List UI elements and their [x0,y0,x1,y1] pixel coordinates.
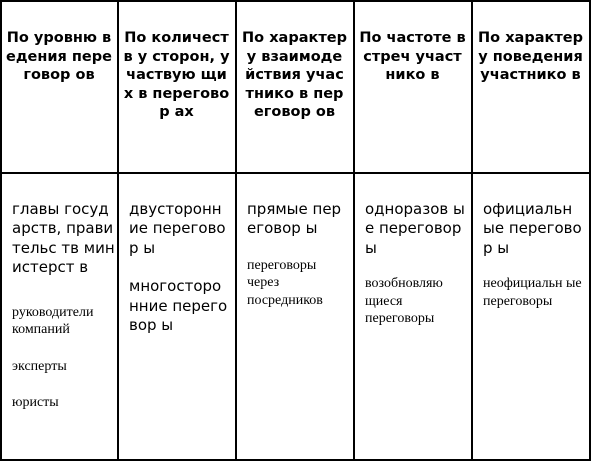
direct-negotiations-item: прямые переговор ы [247,200,342,238]
recurring-item: возобновляю щиеся переговоры [365,276,443,327]
bilateral-item: двусторонн ие переговор ы [129,200,226,257]
level-item-experts: эксперты [12,358,67,374]
column-interaction [247,200,350,310]
multilateral-item: многосторо нние переговор ы [129,277,228,335]
column-divider-3 [353,0,355,461]
table-border-left [0,0,2,461]
column-divider-2 [235,0,237,461]
column-level [12,200,115,412]
official-item: официальн ые переговор ы [483,200,582,257]
header-interaction: По характеру взаимоде йствия участнико в переговор ов [242,30,347,120]
level-item-heads-of-state: главы государств, правительс тв министерст в [12,200,115,277]
level-item-company-heads: руководители компаний [12,304,94,338]
header-frequency: По частоте встреч участнико в [359,30,466,83]
column-behavior [483,200,586,310]
column-parties-count [129,200,232,335]
column-divider-1 [117,0,119,461]
header-divider [0,172,591,174]
mediated-negotiations-item: переговоры через посредников [247,257,323,308]
column-divider-4 [471,0,473,461]
level-item-lawyers: юристы [12,395,59,411]
header-parties-count: По количеств у сторон, участвую щих в переговор ах [123,30,230,120]
one-time-item: одноразов ые переговор ы [365,200,465,257]
unofficial-item: неофициальн ые переговоры [483,276,582,309]
header-level: По уровню ведения переговор ов [6,30,112,83]
table-border-top [0,0,591,2]
column-frequency [365,200,468,328]
header-behavior: По характеру поведения участнико в [478,30,583,83]
